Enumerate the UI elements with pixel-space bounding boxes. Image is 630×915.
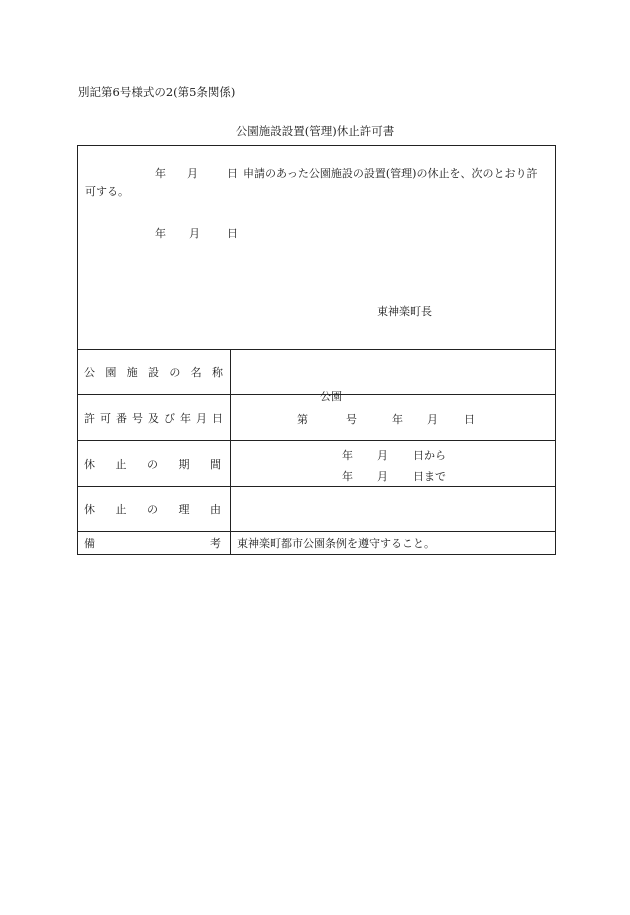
period-end-day-unit: 日まで bbox=[413, 470, 446, 483]
label-char: 止 bbox=[115, 457, 127, 471]
body-text-line2: 可する。 bbox=[85, 185, 129, 198]
table-row-period bbox=[78, 441, 556, 487]
label-char: 期 bbox=[178, 457, 190, 471]
permit-value-cell bbox=[231, 395, 556, 441]
reason-label bbox=[78, 487, 231, 532]
body-text-line1: 申請のあった公園施設の設置(管理)の休止を、次のとおり許 bbox=[243, 167, 538, 180]
body-month-unit: 月 bbox=[187, 167, 198, 180]
body-year-unit: 年 bbox=[155, 167, 166, 180]
facility-value: 公園 bbox=[320, 390, 342, 403]
remarks-label bbox=[78, 532, 231, 555]
period-start-year-unit: 年 bbox=[342, 449, 353, 462]
label-char: 由 bbox=[210, 503, 221, 516]
remarks-value-cell bbox=[231, 532, 556, 555]
label-char: 月 bbox=[196, 411, 207, 425]
label-char: 園 bbox=[105, 366, 117, 379]
label-char: 番 bbox=[116, 411, 127, 425]
table-row-permit bbox=[78, 395, 556, 441]
issue-month-unit: 月 bbox=[189, 227, 200, 240]
period-start-day-unit: 日から bbox=[413, 449, 446, 462]
label-char: 及 bbox=[148, 411, 159, 425]
document-title: 公園施設設置(管理)休止許可書 bbox=[235, 124, 395, 138]
label-char: 名 bbox=[190, 366, 202, 379]
facility-label bbox=[78, 350, 231, 395]
table-row-remarks bbox=[78, 532, 556, 555]
issue-day-unit: 日 bbox=[227, 227, 238, 240]
facility-value-cell bbox=[231, 350, 556, 403]
label-char: 間 bbox=[210, 457, 221, 471]
period-value-cell bbox=[231, 441, 556, 487]
label-char: 休 bbox=[84, 503, 95, 516]
label-char: 施 bbox=[126, 366, 138, 379]
permit-year-unit: 年 bbox=[392, 413, 403, 426]
label-char: 設 bbox=[147, 366, 159, 379]
reason-value-cell bbox=[231, 487, 556, 532]
remarks-value: 東神楽町都市公園条例を遵守すること。 bbox=[237, 537, 435, 550]
permit-label bbox=[78, 395, 231, 441]
label-char: 許 bbox=[84, 411, 95, 425]
label-char: 理 bbox=[178, 503, 190, 516]
label-char: 可 bbox=[100, 411, 111, 425]
permit-details-table bbox=[77, 349, 556, 555]
permit-dai: 第 bbox=[297, 413, 308, 426]
period-end-month-unit: 月 bbox=[377, 470, 388, 483]
permit-go: 号 bbox=[346, 413, 357, 426]
permit-day-unit: 日 bbox=[464, 413, 475, 426]
label-char: の bbox=[147, 457, 158, 471]
label-char: 公 bbox=[84, 366, 95, 379]
label-char: 休 bbox=[84, 457, 95, 471]
label-char: の bbox=[147, 503, 158, 516]
table-row-reason bbox=[78, 487, 556, 532]
body-day-unit: 日 bbox=[227, 167, 238, 180]
issue-year-unit: 年 bbox=[155, 227, 166, 240]
table-row-facility bbox=[78, 350, 556, 395]
label-char: 年 bbox=[180, 411, 191, 425]
period-end-year-unit: 年 bbox=[342, 470, 353, 483]
period-label bbox=[78, 441, 231, 487]
label-char: 考 bbox=[210, 537, 221, 550]
issuer-name: 東神楽町長 bbox=[377, 305, 432, 318]
label-char: 備 bbox=[84, 537, 95, 550]
label-char: 止 bbox=[115, 503, 127, 516]
label-char: 日 bbox=[212, 411, 223, 425]
period-start-month-unit: 月 bbox=[377, 449, 388, 462]
label-char: 称 bbox=[211, 366, 223, 379]
label-char: び bbox=[164, 411, 175, 425]
form-reference: 別記第6号様式の2(第5条関係) bbox=[78, 85, 236, 99]
label-char: 号 bbox=[132, 411, 143, 425]
permit-month-unit: 月 bbox=[427, 413, 438, 426]
label-char: の bbox=[169, 366, 181, 379]
